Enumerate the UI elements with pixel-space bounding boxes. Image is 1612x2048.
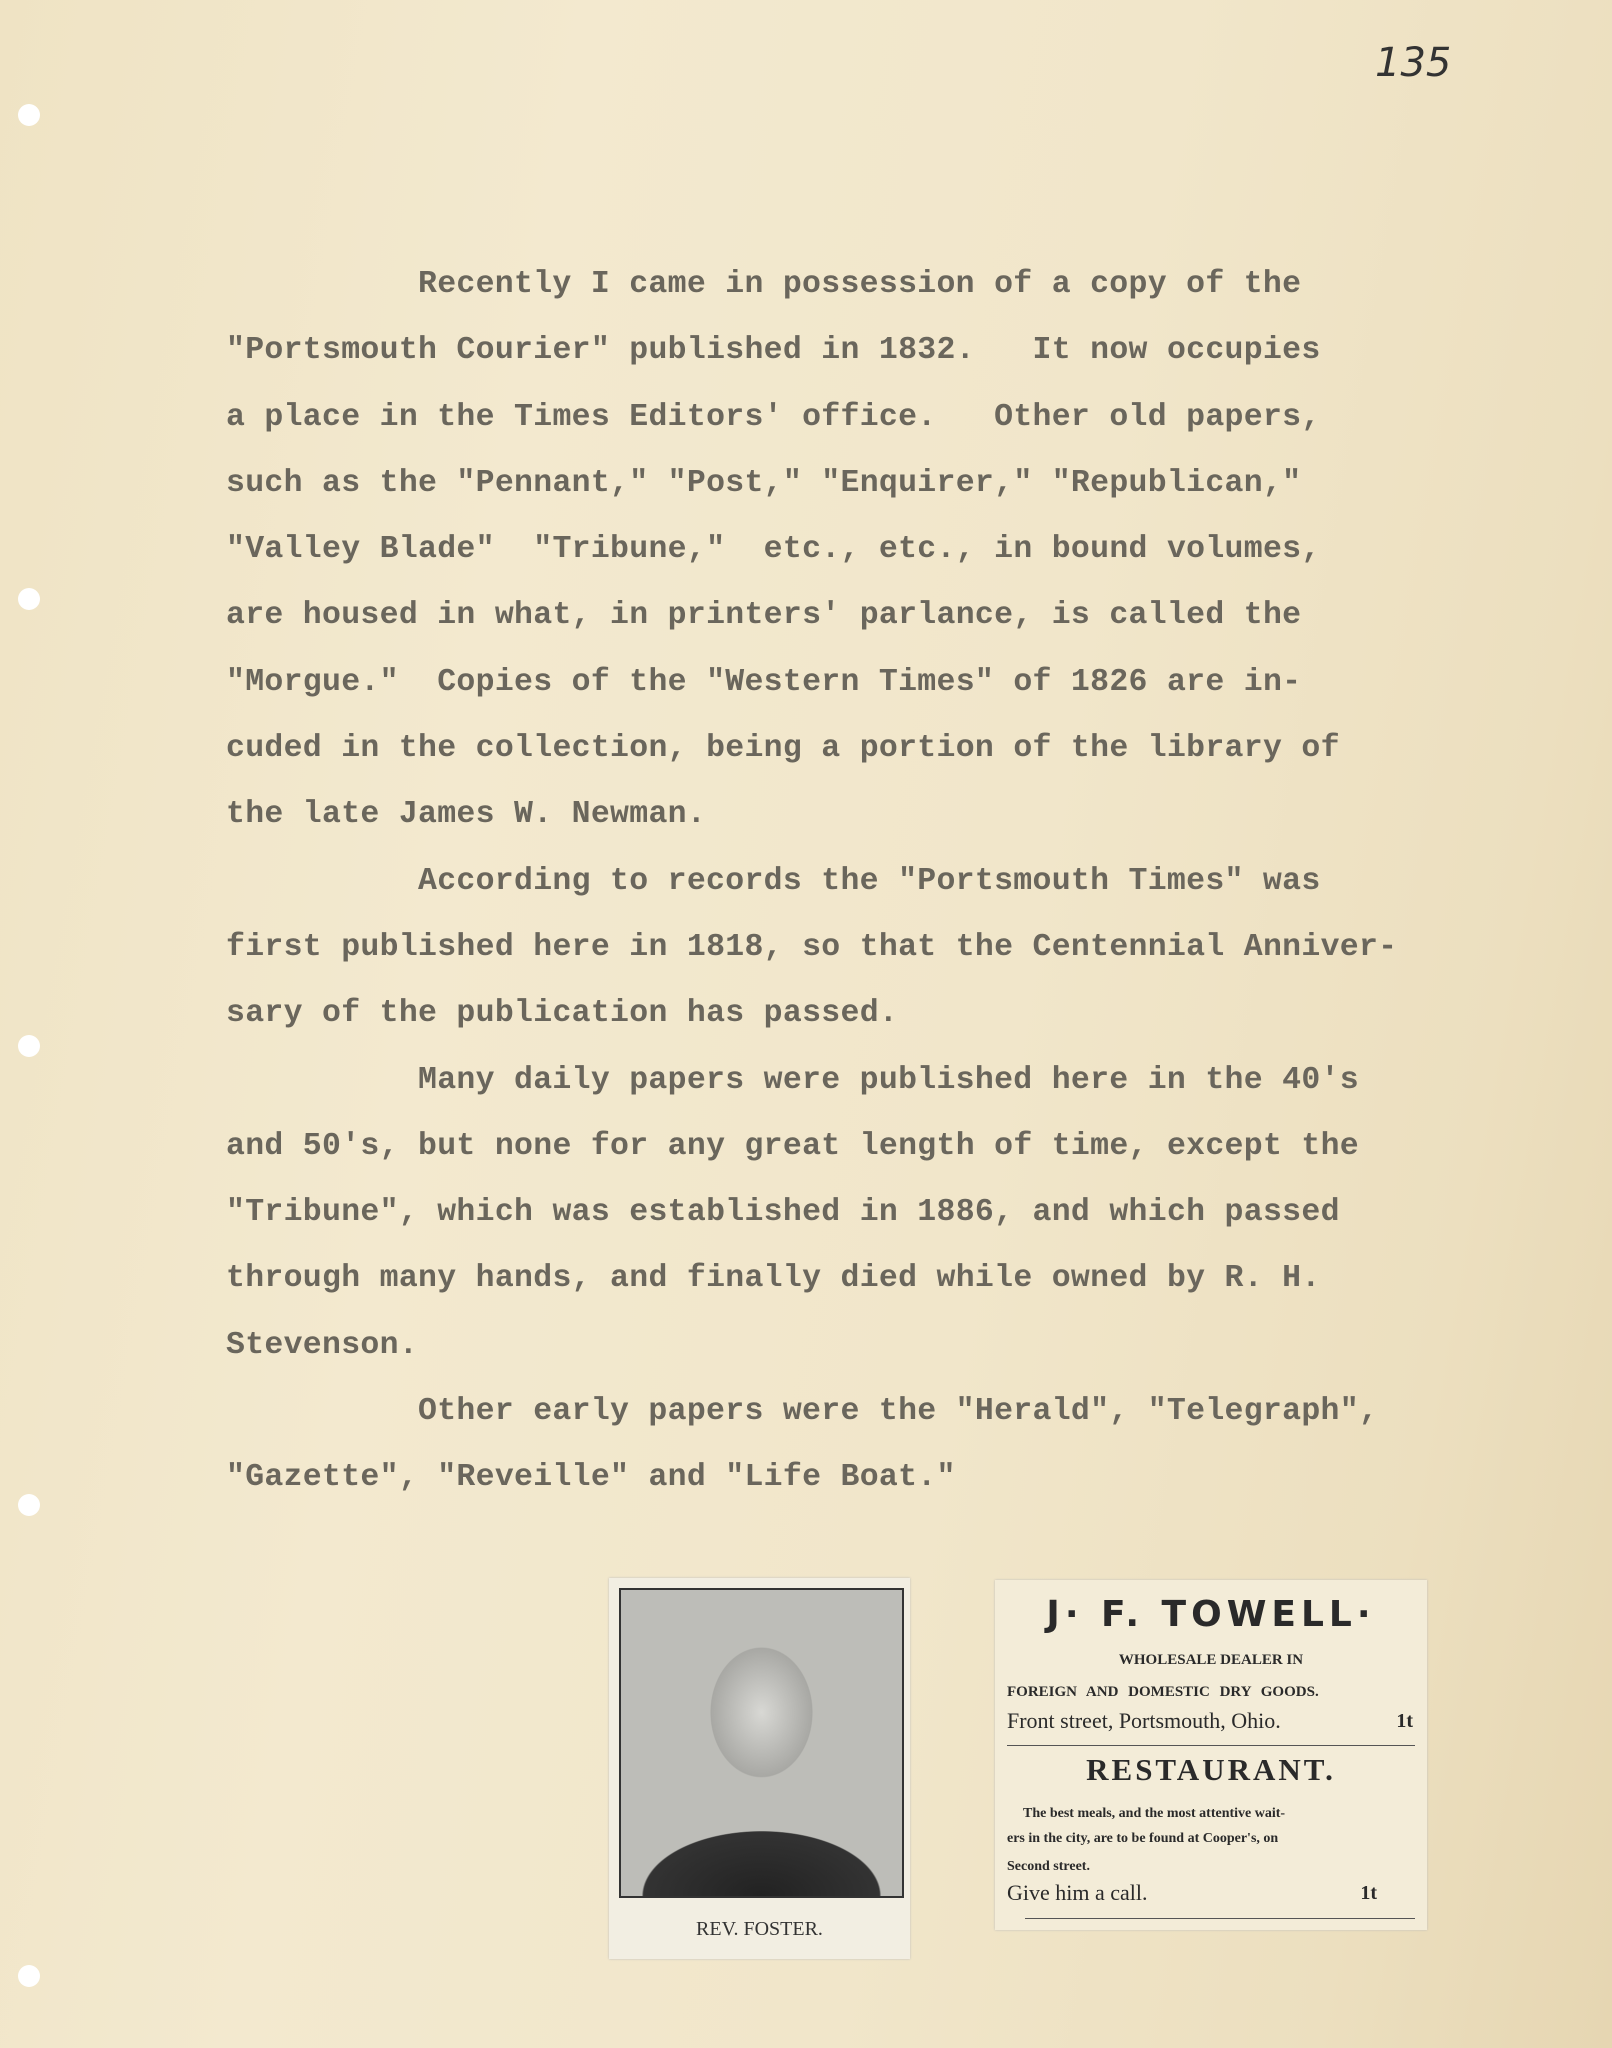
text-line: such as the "Pennant," "Post," "Enquirer," "Republican," <box>226 465 1302 501</box>
text-line: "Morgue." Copies of the "Western Times" of 1826 are in- <box>226 664 1302 700</box>
portrait-photo <box>619 1588 904 1898</box>
ad-line: Second street. <box>1007 1859 1090 1874</box>
text-line: "Gazette", "Reveille" and "Life Boat." <box>226 1460 956 1496</box>
text-line: sary of the publication has passed. <box>226 996 899 1032</box>
ad-mark: 1t <box>1360 1882 1377 1904</box>
divider <box>1007 1745 1415 1746</box>
text-line: cuded in the collection, being a portion of the library of <box>226 731 1340 767</box>
text-line: and 50's, but none for any great length of time, except the <box>226 1128 1359 1164</box>
text-line: "Valley Blade" "Tribune," etc., etc., in bound volumes, <box>226 532 1321 568</box>
ad-title: J· F. TOWELL· <box>1046 1594 1376 1635</box>
text-line: first published here in 1818, so that the Centennial Anniver- <box>226 929 1398 965</box>
text-line: "Tribune", which was established in 1886, and which passed <box>226 1195 1340 1231</box>
text-line: are housed in what, in printers' parlance, is called the <box>226 598 1302 634</box>
ad-mark: 1t <box>1396 1710 1413 1732</box>
typed-body-text <box>226 252 1476 1512</box>
divider <box>1025 1918 1415 1919</box>
text-line: Other early papers were the "Herald", "Telegraph", <box>418 1394 1379 1430</box>
punch-hole <box>18 588 40 610</box>
text-line: Recently I came in possession of a copy of the <box>418 267 1302 302</box>
photo-caption: REV. FOSTER. <box>696 1918 823 1940</box>
text-line: Many daily papers were published here in the 40's <box>418 1062 1359 1098</box>
text-line: Stevenson. <box>226 1327 419 1363</box>
punch-hole <box>18 1035 40 1057</box>
text-line: the late James W. Newman. <box>226 797 707 833</box>
ad-line: Give him a call. <box>1007 1880 1148 1905</box>
ad-line: The best meals, and the most attentive wait- <box>1023 1806 1286 1821</box>
text-line: a place in the Times Editors' office. Other old papers, <box>226 399 1321 435</box>
portrait-clipping <box>609 1578 910 1959</box>
ad-line: WHOLESALE DEALER IN <box>1118 1652 1304 1668</box>
punch-hole <box>18 1965 40 1987</box>
newspaper-advertisement <box>995 1580 1427 1930</box>
punch-hole <box>18 1494 40 1516</box>
ad-line: ers in the city, are to be found at Cooper's, on <box>1007 1831 1279 1846</box>
page-number: 135 <box>1375 40 1452 86</box>
text-line: According to records the "Portsmouth Times" was <box>418 863 1321 899</box>
ad-line: FOREIGN AND DOMESTIC DRY GOODS. <box>1007 1684 1319 1700</box>
ad-title: RESTAURANT. <box>1086 1752 1336 1787</box>
text-line: "Portsmouth Courier" published in 1832. It now occupies <box>226 333 1321 369</box>
punch-hole <box>18 104 40 126</box>
text-line: through many hands, and finally died while owned by R. H. <box>226 1261 1321 1297</box>
ad-line: Front street, Portsmouth, Ohio. <box>1007 1708 1281 1733</box>
